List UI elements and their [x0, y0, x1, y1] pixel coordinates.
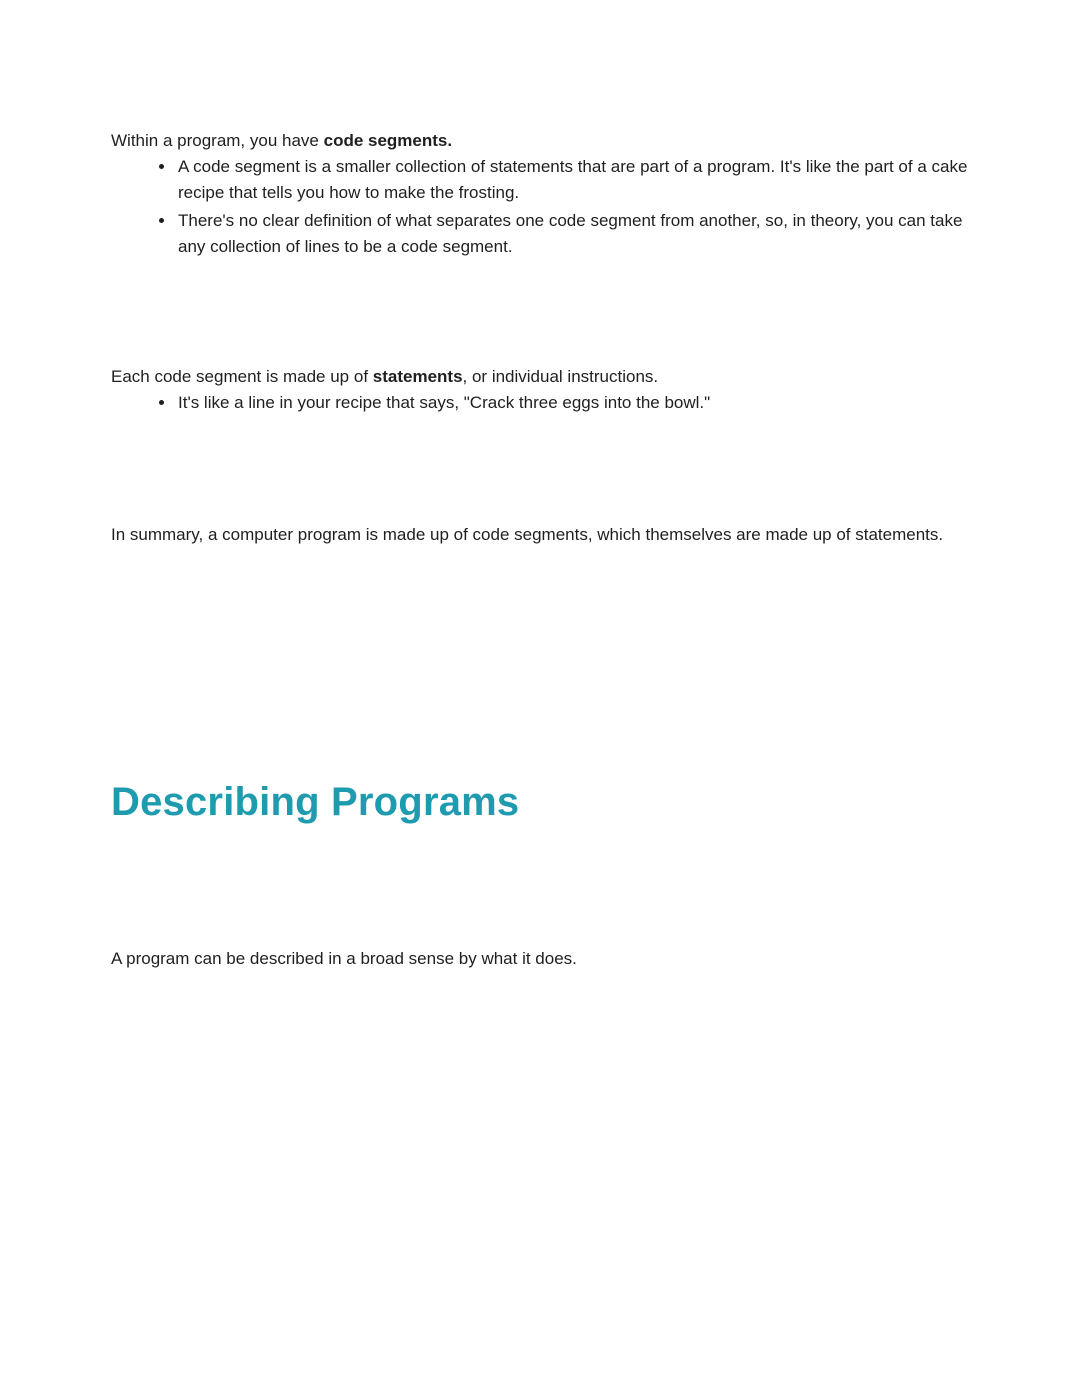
paragraph-intro — [111, 128, 969, 154]
paragraph-statements — [111, 364, 969, 390]
section-heading-describing-programs: Describing Programs — [111, 780, 520, 824]
bullet-list-code-segments — [111, 154, 969, 260]
paragraph-intro-bold-term: code segments. — [323, 131, 453, 150]
paragraph-summary: In summary, a computer program is made up of code segments, which themselves are made up of statements. — [111, 525, 944, 544]
paragraph-statements-bold-term: statements — [372, 367, 463, 386]
list-item: • There's no clear definition of what separates one code segment from another, so, in theory, you can take any collection of lines to be a code segment. — [176, 208, 969, 260]
list-item: • A code segment is a smaller collection of statements that are part of a program. It's like the part of a cake recipe that tells you how to make the frosting. — [176, 154, 969, 206]
paragraph-describe: A program can be described in a broad sense by what it does. — [111, 949, 577, 968]
paragraph-statements-suffix: , or individual instructions. — [462, 367, 659, 386]
list-item: • It's like a line in your recipe that says, "Crack three eggs into the bowl." — [176, 390, 969, 416]
paragraph-intro-text: Within a program, you have — [111, 131, 324, 150]
bullet-list-statements — [111, 390, 969, 416]
paragraph-statements-prefix: Each code segment is made up of — [111, 367, 373, 386]
